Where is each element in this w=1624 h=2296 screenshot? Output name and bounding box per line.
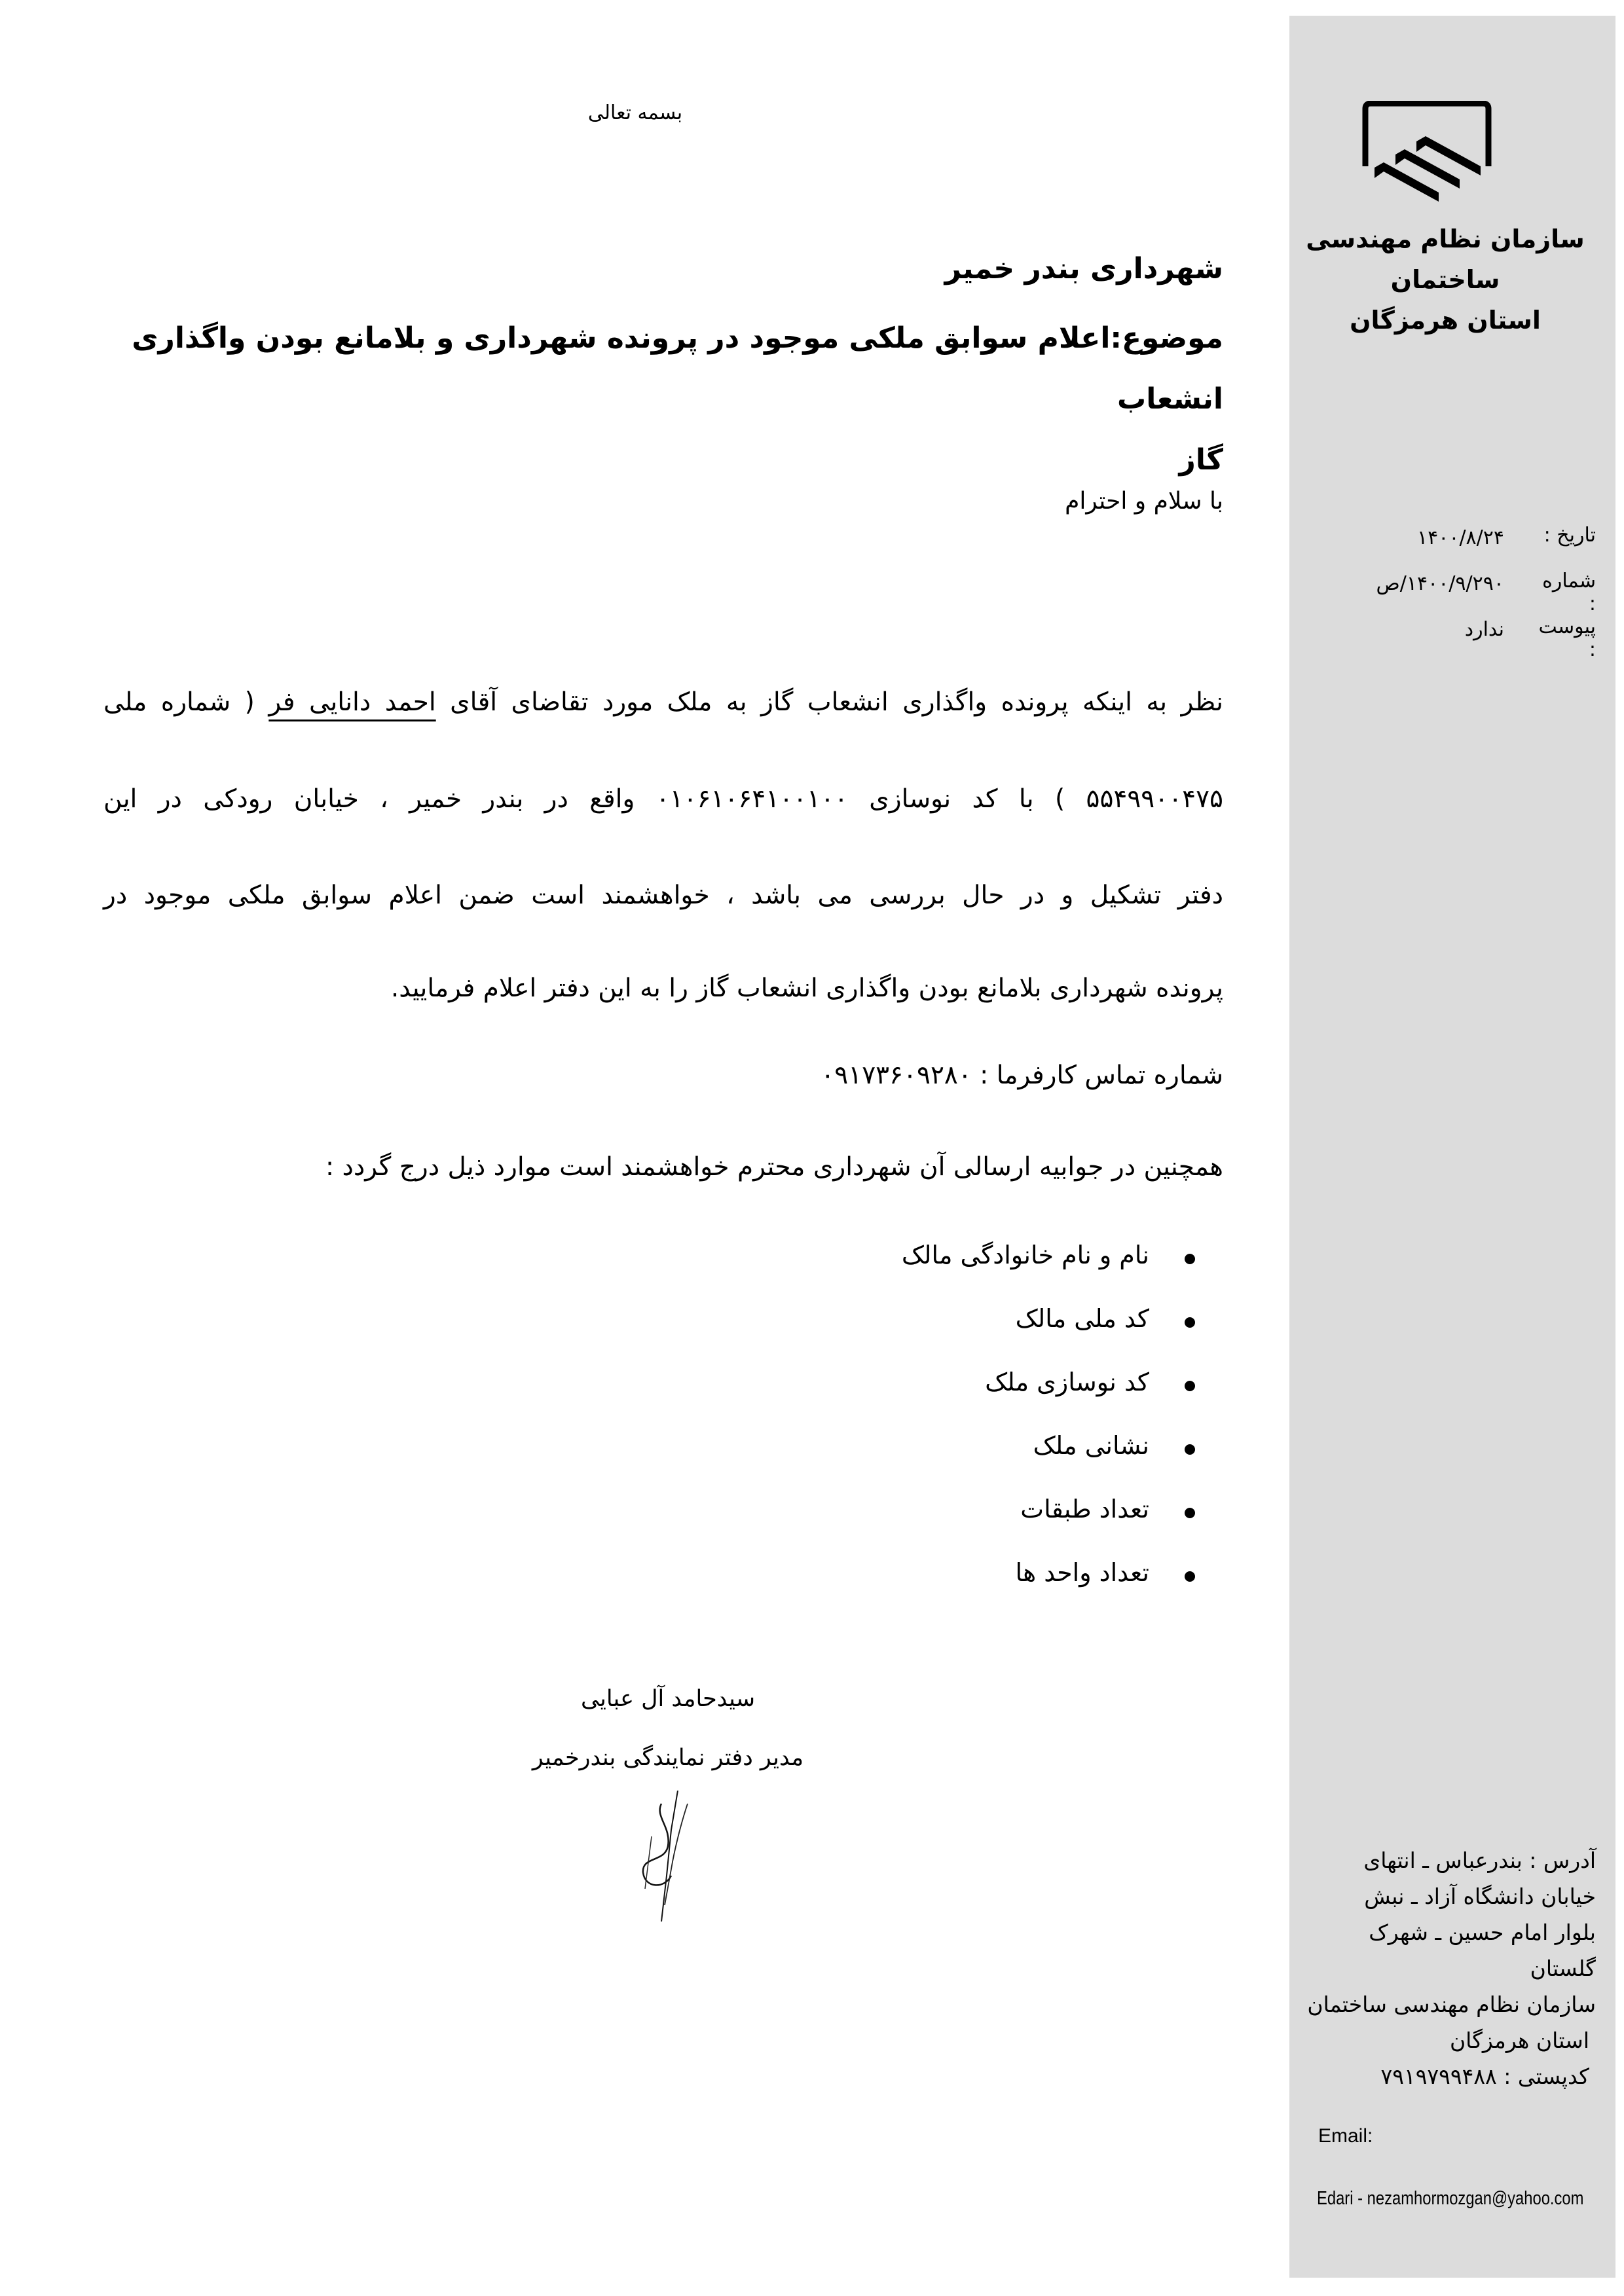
address-block: آدرس : بندرعباس ـ انتهای خیابان دانشگاه آزاد ـ نبش بلوار امام حسین ـ شهرک گلستان سازمان نظام مهندسی ساختمان استان هرمزگان کدپستی : ۷۹۱۹۷۹۹۴۸۸ <box>1295 1842 1596 2094</box>
email-address[interactable]: Edari - nezamhormozgan@yahoo.com <box>1317 2188 1584 2209</box>
employer-contact-number: شماره تماس کارفرما : ۰۹۱۷۳۶۰۹۲۸۰ <box>821 1061 1223 1090</box>
signer-name: سیدحامد آل عبایی <box>580 1686 756 1712</box>
organization-name: سازمان نظام مهندسی ساختمان استان هرمزگان <box>1306 225 1585 335</box>
number-label: شماره : <box>1542 570 1596 615</box>
subject-line-2: گاز <box>1179 443 1223 477</box>
body-line-1-pre: نظر به اینکه پرونده واگذاری انشعاب گاز به ملک مورد تقاضای آقای <box>435 687 1223 717</box>
list-item: نشانی ملک <box>737 1431 1195 1495</box>
list-item: تعداد طبقات <box>737 1495 1195 1558</box>
subject <box>110 308 1223 490</box>
list-item: کد نوسازی ملک <box>737 1368 1195 1431</box>
attachment-label: پیوست : <box>1538 615 1596 661</box>
body-line-4: پرونده شهرداری بلامانع بودن واگذاری انشعاب گاز را به این دفتر اعلام فرمایید. <box>390 974 1223 1003</box>
meta-attachment <box>1295 615 1596 661</box>
basmala-heading: بسمه تعالی <box>587 101 683 124</box>
recipient: شهرداری بندر خمیر <box>944 252 1223 285</box>
requirements-list <box>737 1241 1195 1622</box>
signature-image <box>635 1791 707 1922</box>
postal-code: کدپستی : ۷۹۱۹۷۹۹۴۸۸ <box>1380 2064 1589 2089</box>
date-value: ۱۴۰۰/۸/۲۴ <box>1416 526 1504 549</box>
bullet-icon <box>1185 1444 1195 1455</box>
bullet-icon <box>1185 1381 1195 1391</box>
body-line-2: ۵۵۴۹۹۰۰۴۷۵ ) با کد نوسازی ۰۱۰۶۱۰۶۴۱۰۰۱۰۰ واقع در بندر خمیر ، خیابان رودکی در این <box>103 784 1223 814</box>
signer-title: مدیر دفتر نمایندگی بندرخمیر <box>532 1745 804 1771</box>
bullet-icon <box>1185 1254 1195 1264</box>
greeting: با سلام و احترام <box>1065 488 1223 515</box>
list-item: کد ملی مالک <box>737 1304 1195 1368</box>
number-value: ۱۴۰۰/۹/۲۹۰/ص <box>1376 572 1504 595</box>
email-label: Email: <box>1318 2125 1373 2147</box>
meta-number <box>1295 570 1596 615</box>
bullet-icon <box>1185 1571 1195 1582</box>
bullet-icon <box>1185 1317 1195 1328</box>
body-line-1 <box>103 687 1223 717</box>
applicant-name: احمد دانایی فر <box>268 687 436 717</box>
body-line-1-post: ( شماره ملی <box>103 687 269 717</box>
attachment-value: ندارد <box>1464 618 1504 641</box>
list-item: نام و نام خانوادگی مالک <box>737 1241 1195 1304</box>
subject-line-1: موضوع:اعلام سوابق ملکی موجود در پرونده شهرداری و بلامانع بودن واگذاری انشعاب <box>132 321 1223 416</box>
list-item: تعداد واحد ها <box>737 1558 1195 1622</box>
bullet-icon <box>1185 1508 1195 1518</box>
meta-date <box>1295 524 1596 556</box>
date-label: تاریخ : <box>1543 524 1596 547</box>
letterhead-sidebar <box>1289 16 1615 2278</box>
body-line-3: دفتر تشکیل و در حال بررسی می باشد ، خواهشمند است ضمن اعلام سوابق ملکی موجود در <box>103 881 1223 910</box>
organization-logo-icon <box>1361 101 1492 206</box>
request-intro: همچنین در جوابیه ارسالی آن شهرداری محترم خواهشمند است موارد ذیل درج گردد : <box>325 1152 1223 1182</box>
